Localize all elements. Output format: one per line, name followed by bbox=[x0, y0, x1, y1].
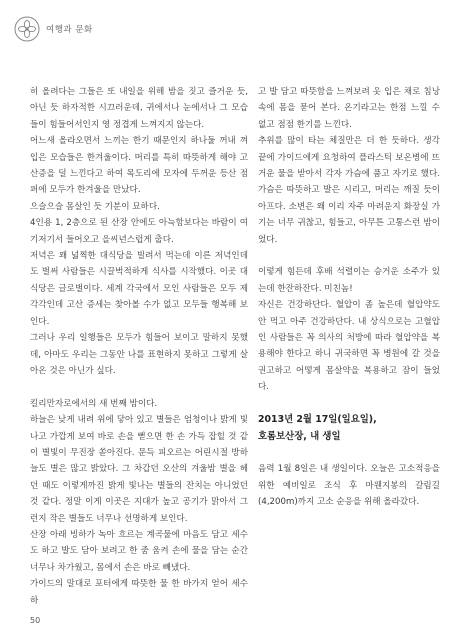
body-paragraph: 으슬으슬 몸살인 듯 기분이 묘하다. bbox=[30, 201, 160, 212]
body-paragraph: 하늘은 낮게 내려 위에 닿아 있고 별들은 엄청이나 밝게 빛나고 가깝게 보여 바로 손을 뻗으면 한 손 가득 잡힐 것 같이 별빛이 무진장 쏟아진다. 문득 피오르는 어린시절 방하늘도 별은 많고 밝았다. 그 차갑던 오산의 겨울밤 별을 헤던 때도 이렇게까진 밝게 빛나는 별들의 잔치는 아니었던 것 같다. 정말 이게 이곳은 지대가 높고 공기가 맑아서 그런지 작은 별들도 너무나 선명하게 보인다. bbox=[30, 415, 248, 524]
body-paragraph: 고 발 담고 따뜻함을 느껴보려 옷 입은 채로 침낭 속에 몸을 묻어 본다. 온기라고는 한점 느낄 수 없고 점점 한기를 느낀다. bbox=[258, 87, 440, 130]
body-paragraph: 그러나 우리 일행들은 모두가 힘들어 보이고 말하지 못했데, 아마도 우리는 그동안 나를 표현하지 못하고 그렇게 살아온 것은 아닌가 싶다. bbox=[30, 333, 248, 376]
body-paragraph: 저녁은 꽤 넓찍한 대식당을 빌려서 먹는데 이른 저녁인데도 벌써 사람들은 시끌벅적하게 식사를 시작했다. 이곳 대식당은 글로벌이다. 세계 각국에서 모인 사람들은 모두 제각각인데 고산 증세는 찾아볼 수가 없고 모두들 행복해 보인다. bbox=[30, 251, 248, 327]
paragraph-spacer bbox=[258, 445, 440, 461]
flower-circle-icon bbox=[14, 16, 40, 42]
body-paragraph: 자신은 건강하단다. 혈압이 좀 높은데 혈압약도 안 먹고 아주 건강하단다. 내 상식으로는 고혈압인 사람들은 꼭 의사의 처방에 따라 혈압약을 복용해야 한다고 하니 귀국하면 꼭 병원에 갈 것을 권고하고 어떻게 몸살약을 복용하고 잠이 들었다. bbox=[258, 300, 440, 393]
body-paragraph: 가이드의 말대로 포터에게 따뜻한 물 한 바가지 얻어 세수하 bbox=[30, 579, 248, 606]
page-header bbox=[14, 14, 93, 44]
body-paragraph: 히 올려다는 그들은 또 내일을 위해 밤을 짓고 즐거운 듯, 아닌 듯 하자적한 시끄러운데, 귀에서나 눈에서나 그 모습들이 힘들어서인지 영 정겹게 느껴지지 않는다. bbox=[30, 87, 248, 130]
page-number: 50 bbox=[30, 616, 41, 625]
paragraph-spacer bbox=[30, 379, 248, 395]
body-paragraph: 추위를 많이 타는 체질만은 더 한 듯하다. 생각 끝에 가이드에게 요청하여 플라스틱 보온병에 뜨거운 물을 받아서 각자 가슴에 품고 자기로 했다. 가슴은 따뜻하고 발은 시리고, 머리는 깨질 듯이 아프다. 소변은 왜 이리 자주 마려운지 화장실 가기는 너무 귀찮고, 힘들고, 아무튼 고통스런 밤이었다. bbox=[258, 136, 440, 245]
diary-date-heading: 2013년 2월 17일(일요일), bbox=[258, 414, 377, 426]
body-paragraph: 음력 1월 8일은 내 생일이다. 오늘은 고소적응을 위한 예비일로 조식 후 마웬지봉의 갈림길(4,200m)까지 고소 순응을 위해 올라갔다. bbox=[258, 464, 440, 508]
diary-location-heading: 호롬보산장, 내 생일 bbox=[258, 430, 341, 442]
paragraph-spacer bbox=[258, 396, 440, 412]
paragraph-spacer bbox=[258, 248, 440, 264]
body-paragraph: 어느새 올라오면서 느끼는 한기 때문인지 하나둘 꺼내 껴입은 모습들은 한겨울이다. 머리를 특히 따뜻하게 해야 고산증을 덜 느낀다고 하여 목도리에 모자에 두꺼운 등산 점퍼에 모두가 한겨울을 만났다. bbox=[30, 136, 248, 196]
left-text-column bbox=[30, 84, 248, 609]
body-paragraph: 이렇게 힘든데 후배 석렬이는 승거운 소주가 있는데 한잔하잔다. 미친놈! bbox=[258, 267, 440, 294]
body-paragraph: 킬리만자로에서의 새 번째 밤이다. bbox=[30, 398, 158, 409]
body-paragraph: 4인용 1, 2층으로 된 산장 안에도 아늑함보다는 바람이 여기저기서 들어오고 을씨년스럽게 춥다. bbox=[30, 218, 248, 245]
right-text-column bbox=[258, 84, 440, 511]
body-paragraph: 산장 아래 빙하가 녹아 흐르는 계곡물에 마음도 담고 세수도 하고 발도 담아 보려고 한 줌 움켜 손에 물을 담는 순간 너무나 차가웠고, 몸에서 손은 바로 빼냈다. bbox=[30, 529, 248, 573]
section-title: 여행과 문화 bbox=[46, 25, 93, 35]
